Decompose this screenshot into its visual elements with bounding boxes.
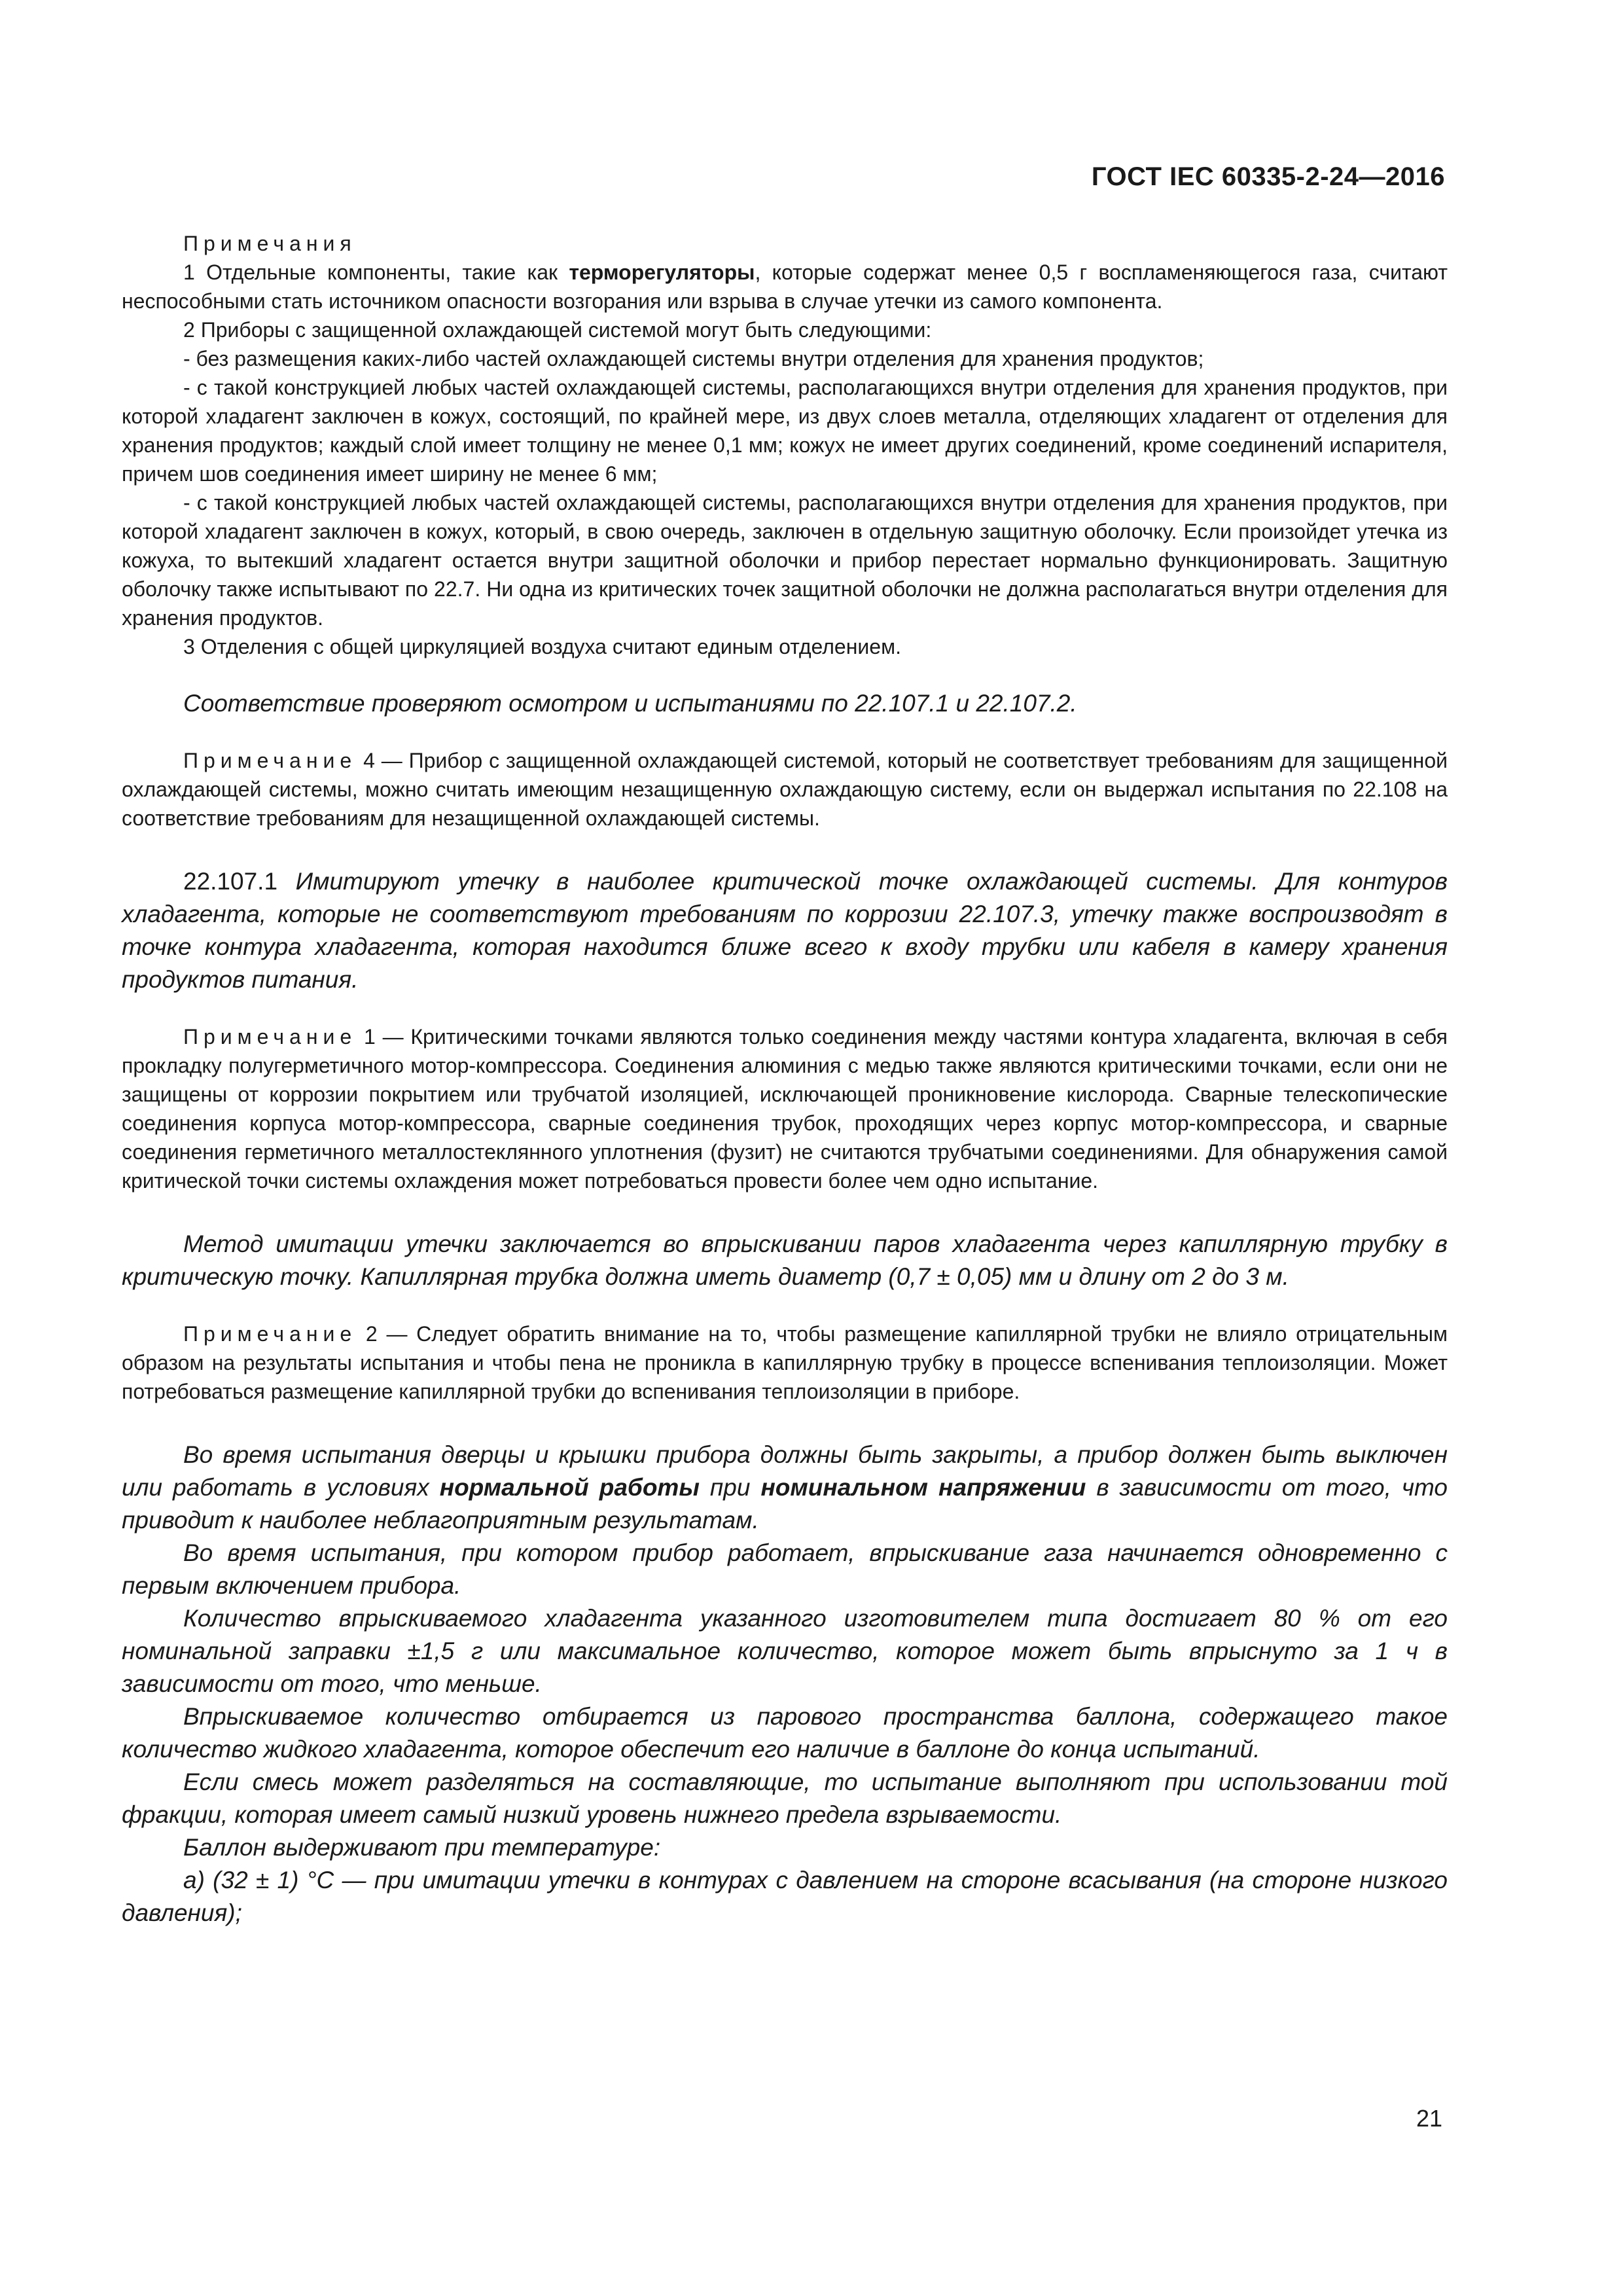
note-1-term: терморегуляторы: [569, 260, 755, 284]
term-rated-voltage: номинальном напряжении: [760, 1474, 1086, 1501]
note-2-item-b: - с такой конструкцией любых частей охлаждающей системы, располагающихся внутри отделения для хранения продуктов, при которой хладагент заключен в кожух, состоящий, по крайней мере, из двух слоев металла, отделяющих хладагент от отделения для хранения продуктов; каждый слой имеет толщину не менее 0,1 мм; кожух не имеет других соединений, кроме соединений испарителя, причем шов соединения имеет ширину не менее 6 мм;: [122, 376, 1448, 486]
note-2-item-a: - без размещения каких-либо частей охлаждающей системы внутри отделения для хранения продуктов;: [183, 347, 1204, 370]
clause-note-2-text: 2 — Следует обратить внимание на то, чтобы размещение капиллярной трубки не влияло отрицательным образом на результаты испытания и чтобы пена не проникла в капиллярную трубку в процессе вспенивания теплоизоляции. Может потребоваться размещение капиллярной трубки до вспенивания теплоизоляции в приборе.: [122, 1322, 1448, 1403]
body-paragraph-4: Впрыскиваемое количество отбирается из парового пространства баллона, содержащего такое количество жидкого хладагента, которое обеспечит его наличие в баллоне до конца испытаний.: [122, 1703, 1448, 1763]
term-normal-operation: нормальной работы: [439, 1474, 700, 1501]
page-content: [122, 229, 1448, 1929]
page-number: 21: [1416, 2105, 1442, 2132]
body-paragraph-1-c: при: [699, 1474, 761, 1501]
clause-note-1-label: Примечание: [183, 1025, 357, 1049]
clause-note-1-text: 1 — Критическими точками являются только соединения между частями контура хладагента, включая в себя прокладку полугерметичного мотор-компрессора. Соединения алюминия с медью также являются критическими точками, если они не защищены от коррозии покрытием или трубчатой изоляцией, исключающей проникновение кислорода. Сварные телескопические соединения корпуса мотор-компрессора, сварные соединения трубок, проходящих через корпус мотор-компрессора, и сварные соединения герметичного металлостеклянного уплотнения (фузит) не считаются трубчатыми соединениями. Для обнаружения самой критической точки системы охлаждения может потребоваться провести более чем одно испытание.: [122, 1025, 1448, 1193]
body-paragraph-3: Количество впрыскиваемого хладагента указанного изготовителем типа достигает 80 % от его номинальной заправки ±1,5 г или максимальное количество, которое может быть впрыснуто за 1 ч в зависимости от того, что меньше.: [122, 1605, 1448, 1697]
body-paragraph-2: Во время испытания, при котором прибор работает, впрыскивание газа начинается одновременно с первым включением прибора.: [122, 1539, 1448, 1599]
body-paragraph-5: Если смесь может разделяться на составляющие, то испытание выполняют при использовании той фракции, которая имеет самый низкий уровень нижнего предела взрываемости.: [122, 1768, 1448, 1828]
note-1-text-start: 1 Отдельные компоненты, такие как: [183, 260, 569, 284]
note-2: 2 Приборы с защищенной охлаждающей системой могут быть следующими:: [183, 318, 932, 342]
clause-22-107-1: [122, 865, 1448, 996]
body-paragraph-1-a: Во время испытания дверцы и крышки прибора должны быть закрыты, а прибор должен быть выключен или работать в условиях: [122, 1441, 1448, 1501]
clause-text: Имитируют утечку в наиболее критической точке охлаждающей системы. Для контуров хладагента, которые не соответствуют требованиям по коррозии 22.107.3, утечку также воспроизводят в точке контура хладагента, которая находится ближе всего к входу трубки или кабеля в камеру хранения продуктов питания.: [122, 868, 1448, 993]
body-paragraph-7: а) (32 ± 1) °С — при имитации утечки в контурах с давлением на стороне всасывания (на стороне низкого давления);: [122, 1867, 1448, 1926]
clause-note-1: [122, 1022, 1448, 1195]
note-4-text: 4 — Прибор с защищенной охлаждающей системой, который не соответствует требованиям для защищенной охлаждающей системы, можно считать имеющим незащищенную охлаждающую систему, если он выдержал испытания по 22.108 на соответствие требованиям для незащищенной охлаждающей системы.: [122, 749, 1448, 830]
body-paragraph-6: Баллон выдерживают при температуре:: [183, 1834, 661, 1861]
note-3: 3 Отделения с общей циркуляцией воздуха считают единым отделением.: [183, 635, 901, 658]
note-1: [122, 258, 1448, 315]
clause-note-2: [122, 1319, 1448, 1406]
note-4-label: Примечание: [183, 749, 357, 772]
body-paragraph-1: [122, 1439, 1448, 1537]
note-4: [122, 746, 1448, 833]
note-1-text-end: , которые содержат менее 0,5 г воспламеняющегося газа, считают неспособными стать источником опасности возгорания или взрыва в случае утечки из самого компонента.: [122, 260, 1448, 313]
body-paragraph-1-d: в зависимости от того, что приводит к наиболее неблагоприятным результатам.: [122, 1474, 1448, 1534]
note-2-item-c: - с такой конструкцией любых частей охлаждающей системы, располагающихся внутри отделения для хранения продуктов, при которой хладагент заключен в кожух, который, в свою очередь, заключен в отдельную защитную оболочку. Если произойдет утечка из кожуха, то вытекший хладагент остается внутри защитной оболочки и прибор перестает нормально функционировать. Защитную оболочку также испытывают по 22.7. Ни одна из критических точек защитной оболочки не должна располагаться внутри отделения для хранения продуктов.: [122, 491, 1448, 630]
clause-note-2-label: Примечание: [183, 1322, 357, 1346]
notes-title: Примечания: [183, 232, 357, 255]
compliance-statement: Соответствие проверяют осмотром и испытаниями по 22.107.1 и 22.107.2.: [183, 690, 1077, 717]
document-header: ГОСТ IEC 60335-2-24—2016: [1091, 162, 1445, 191]
method-paragraph: Метод имитации утечки заключается во впрыскивании паров хладагента через капиллярную трубку в критическую точку. Капиллярная трубка должна иметь диаметр (0,7 ± 0,05) мм и длину от 2 до 3 м.: [122, 1230, 1448, 1290]
clause-number: 22.107.1: [183, 868, 278, 895]
